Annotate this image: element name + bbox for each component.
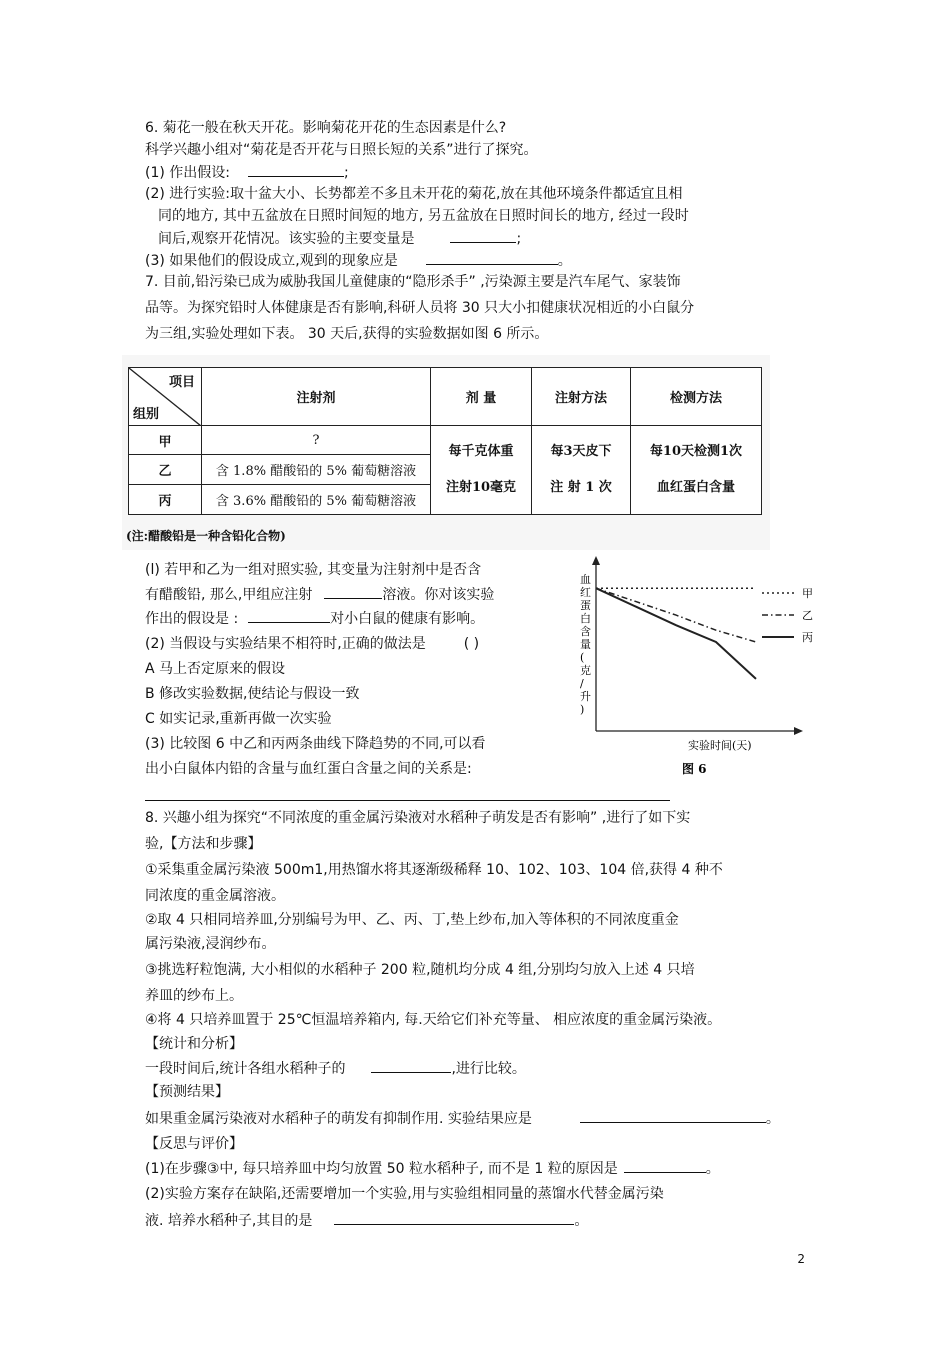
q7-sub3-line-2: 出小白鼠体内铅的含量与血红蛋白含量之间的关系是:: [145, 761, 472, 777]
q8-purpose-label: 液. 培养水稻种子,其目的是: [145, 1213, 313, 1229]
q7-sub3-line-1: (3) 比较图 6 中乙和丙两条曲线下降趋势的不同,可以看: [145, 736, 486, 752]
q6-punct: 。: [557, 253, 572, 269]
table-note: (注:醋酸铅是一种含铅化合物): [126, 529, 286, 543]
q7-sub1-line-2: [145, 584, 494, 605]
q7-option-b: B 修改实验数据,使结论与假设一致: [145, 686, 360, 702]
table-group-yi: 乙: [129, 455, 202, 485]
corner-bottom-label: 组别: [133, 407, 160, 422]
figure-6-chart: [566, 553, 838, 779]
q6-punct: ;: [344, 165, 349, 181]
q6-phenomenon-label: (3) 如果他们的假设成立,观到的现象应是: [145, 253, 398, 269]
q8-reason-blank[interactable]: [624, 1158, 706, 1173]
y-axis-label: [580, 573, 591, 716]
table-header-agent: 注射剂: [202, 368, 431, 426]
x-axis-arrow: [794, 727, 803, 735]
q8-heading-analysis: 【统计和分析】: [145, 1036, 243, 1052]
y-axis-arrow: [592, 556, 600, 565]
q8-punct: 。: [705, 1161, 720, 1177]
q7-option-c: C 如实记录,重新再做一次实验: [145, 711, 332, 727]
q8-heading-prediction: 【预测结果】: [145, 1084, 229, 1100]
q6-line-4: (2) 进行实验:取十盆大小、长势都差不多且未开花的菊花,放在其他环境条件都适宜且相: [145, 186, 683, 202]
series-line-2: [596, 588, 756, 642]
q6-hypothesis-label: (1) 作出假设:: [145, 165, 230, 181]
table-dose-line-2: 注射10毫克: [445, 480, 517, 495]
y-label-char: 量: [580, 638, 591, 651]
y-label-char: 白: [580, 612, 591, 625]
q8-prediction-line: [145, 1108, 780, 1129]
experiment-table-figure: [122, 355, 770, 550]
page-number: 2: [797, 1252, 805, 1266]
y-label-char: 蛋: [580, 599, 591, 612]
table-detect-cell: [631, 426, 762, 515]
q6-line-2: 科学兴趣小组对“菊花是否开花与日照长短的关系”进行了探究。: [145, 142, 538, 158]
y-label-char: (: [580, 651, 585, 664]
table-method-line-1: 每3天皮下: [550, 444, 612, 459]
q7-option-a: A 马上否定原来的假设: [145, 661, 286, 677]
figure-caption: 图 6: [682, 762, 707, 776]
series-line-3: [596, 588, 756, 679]
q7-sub2-answer-slot[interactable]: ( ): [463, 636, 480, 652]
q8-reflection-3: [145, 1210, 588, 1231]
q6-line-6: [158, 228, 521, 249]
q8-reflection-1: [145, 1158, 720, 1179]
q8-step-2: ②取 4 只相同培养皿,分别编号为甲、乙、丙、丁,垫上纱布,加入等体积的不同浓度重金: [145, 912, 679, 928]
q6-variable-label: 间后,观察开花情况。该实验的主要变量是: [158, 231, 415, 247]
table-group-bing: 丙: [129, 485, 202, 515]
q8-line-1: 8. 兴趣小组为探究“不同浓度的重金属污染液对水稻种子萌发是否有影响” ,进行了如下实: [145, 810, 691, 826]
y-label-char: 克: [580, 664, 591, 677]
q6-line-1: 6. 菊花一般在秋天开花。影响菊花开花的生态因素是什么?: [145, 120, 507, 136]
q8-punct: 。: [574, 1213, 589, 1229]
q8-step-3: ③挑选籽粒饱满, 大小相似的水稻种子 200 粒,随机均分成 4 组,分别均匀放入上述 4 只培: [145, 962, 695, 978]
legend-label-1: 甲: [802, 587, 813, 600]
q8-purpose-blank[interactable]: [334, 1210, 574, 1225]
table-header-method: 注射方法: [532, 368, 631, 426]
q8-count-label: 一段时间后,统计各组水稻种子的: [145, 1061, 346, 1077]
y-label-char: /: [580, 677, 584, 690]
chart-svg: [566, 553, 838, 779]
q6-variable-blank[interactable]: [450, 228, 516, 243]
table-dose-line-1: 每千克体重: [448, 444, 514, 459]
q6-line-7: [145, 250, 572, 271]
q8-reflection-2: (2)实验方案存在缺陷,还需要增加一个实验,用与实验组相同量的蒸馏水代替金属污染: [145, 1186, 664, 1202]
q7-hypothesis-tail: 对小白鼠的健康有影响。: [330, 611, 485, 627]
legend-label-3: 丙: [802, 631, 813, 644]
table-detect-line-2: 血红蛋白含量: [656, 480, 735, 495]
table-dose-cell: [431, 426, 532, 515]
experiment-table: [128, 367, 762, 515]
series-group: [596, 588, 756, 679]
table-header-dose: 剂 量: [431, 368, 532, 426]
table-header-detect: 检测方法: [631, 368, 762, 426]
q7-inject-blank[interactable]: [324, 584, 382, 599]
legend: [762, 587, 813, 644]
table-detect-line-1: 每10天检测1次: [649, 444, 743, 459]
q8-result-blank[interactable]: [580, 1108, 766, 1123]
q8-step-1: ①采集重金属污染液 500m1,用热馏水将其逐渐级稀释 10、102、103、104 倍,获得 4 种不: [145, 862, 723, 878]
q7-sub2-line: [145, 634, 479, 654]
corner-top-label: 项目: [168, 375, 195, 390]
q7-sub1-line-1: (l) 若甲和乙为一组对照实验, 其变量为注射剂中是否含: [145, 562, 482, 578]
q8-step-3-cont: 养皿的纱布上。: [145, 988, 243, 1004]
q8-count-blank[interactable]: [371, 1058, 451, 1073]
q6-phenomenon-blank[interactable]: [426, 250, 558, 265]
table-agent-yi: 含 1.8% 醋酸铅的 5% 葡萄糖溶液: [202, 455, 431, 485]
q7-sub2-question: (2) 当假设与实验结果不相符时,正确的做法是: [145, 636, 426, 652]
q7-line-1: 7. 目前,铅污染已成为威胁我国儿童健康的“隐形杀手” ,污染源主要是汽车尾气、家装饰: [145, 274, 681, 290]
q8-heading-reflection: 【反思与评价】: [145, 1136, 243, 1152]
q7-line-2: 品等。为探究铅时人体健康是否有影响,科研人员将 30 只大小扣健康状况相近的小白鼠分: [145, 300, 695, 316]
table-agent-jia: ?: [202, 426, 431, 455]
table-corner-cell: [129, 368, 202, 426]
q6-hypothesis-blank[interactable]: [248, 162, 344, 177]
legend-label-2: 乙: [802, 609, 813, 622]
table-group-jia: 甲: [129, 426, 202, 455]
q8-reason-label: (1)在步骤③中, 每只培养皿中均匀放置 50 粒水稻种子, 而不是 1 粒的原因是: [145, 1161, 618, 1177]
q7-sub1-line-3: [145, 608, 484, 629]
q8-step-1-cont: 同浓度的重金属溶液。: [145, 888, 285, 904]
q8-count-tail: ,进行比较。: [451, 1061, 526, 1077]
y-label-char: 血: [580, 573, 591, 586]
q7-inject-tail: 溶液。你对该实验: [382, 587, 495, 603]
q8-line-2: 验,【方法和步骤】: [145, 836, 262, 852]
q7-hypothesis-blank[interactable]: [248, 608, 330, 623]
q8-result-label: 如果重金属污染液对水稻种子的萌发有抑制作用. 实验结果应是: [145, 1111, 532, 1127]
table-method-line-2: 注 射 1 次: [550, 480, 612, 495]
q6-punct: ;: [516, 231, 522, 247]
q7-sub3-answer-line[interactable]: [145, 800, 670, 801]
q8-analysis-line: [145, 1058, 526, 1079]
q6-line-5: 同的地方, 其中五盆放在日照时间短的地方, 另五盆放在日照时间长的地方, 经过一段时: [158, 208, 689, 224]
q8-punct: 。: [765, 1111, 780, 1127]
y-label-char: 红: [580, 586, 591, 599]
q7-hypothesis-label: 作出的假设是 :: [145, 611, 239, 627]
x-axis-label: 实验时间(天): [688, 739, 752, 752]
q8-step-2-cont: 属污染液,浸润纱布。: [145, 936, 276, 952]
q6-line-3: [145, 162, 349, 183]
q7-inject-label: 有醋酸铅, 那么,甲组应注射: [145, 587, 313, 603]
q8-step-4: ④将 4 只培养皿置于 25℃恒温培养箱内, 每.天给它们补充等量、 相应浓度的重金属污染液。: [145, 1012, 722, 1028]
table-agent-bing: 含 3.6% 醋酸铅的 5% 葡萄糖溶液: [202, 485, 431, 515]
y-label-char: 含: [580, 625, 591, 638]
table-method-cell: [532, 426, 631, 515]
q7-line-3: 为三组,实验处理如下表。 30 天后,获得的实验数据如图 6 所示。: [145, 326, 549, 342]
y-label-char: 升: [580, 690, 591, 703]
y-label-char: ): [580, 703, 585, 716]
